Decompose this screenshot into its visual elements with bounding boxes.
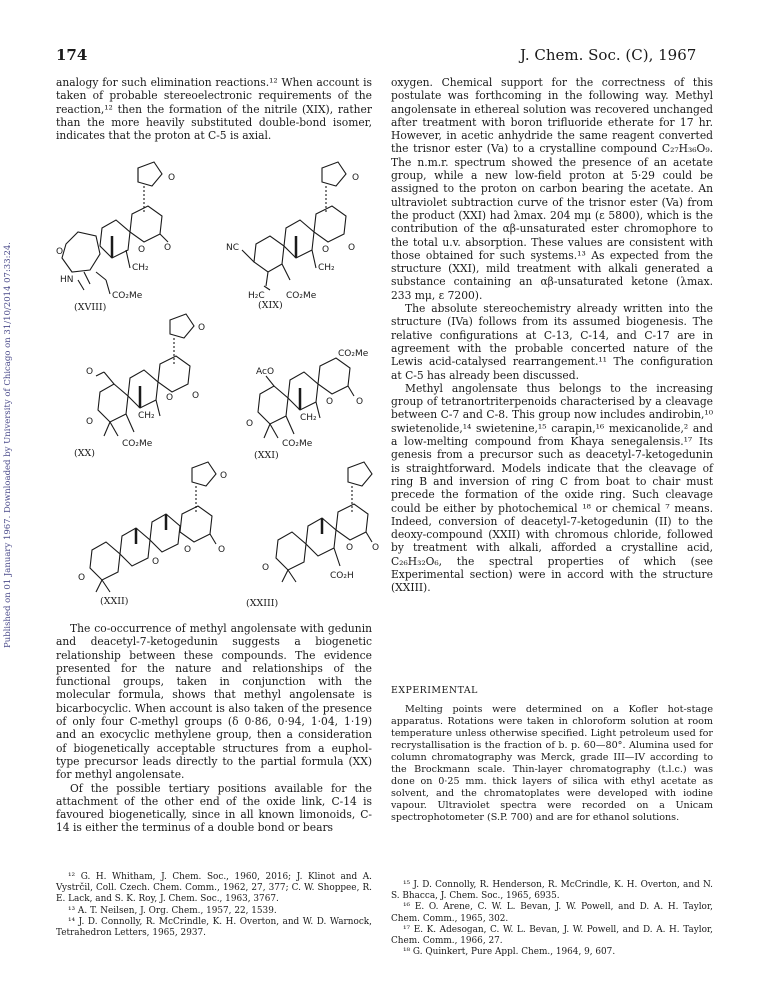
paragraph: Of the possible tertiary positions available for the attachment of the other end of the oxide link, C-14 is favoured biogenetically, since in all known limonoids, C-14 is either the terminus of a double bond or bears (56, 781, 372, 835)
experimental-section (391, 685, 713, 824)
right-discussion (391, 76, 713, 595)
atom-ch2: CH₂ (300, 413, 317, 423)
atom-o: O (86, 417, 94, 427)
section-heading: EXPERIMENTAL (391, 685, 478, 696)
atom-o: O (220, 471, 228, 481)
footnote-14: ¹⁴ J. D. Connolly, R. McCrindle, K. H. Overton, and W. D. Warnock, Tetrahedron Letters, 1965, 2937. (56, 916, 372, 939)
atom-o: O (168, 173, 176, 183)
atom-o: O (322, 245, 330, 255)
atom-o: O (356, 397, 364, 407)
paragraph: The co-occurrence of methyl angolensate with gedunin and deacetyl-7-ketogedunin suggests a biogenetic relationship between these compounds. The evidence presented for the nature and relationships of the functional groups, taken in conjunction with the molecular formula, shows that methyl angolensate is bicarbocyclic. When account is also taken of the presence of only four C-methyl groups (δ 0·86, 0·94, 1·04, 1·19) and an exocyclic methylene group, then a consideration of biogenetically acceptable structures from a euphol-type precursor leads directly to the partial formula (XX) for methyl angolensate. (56, 622, 372, 782)
atom-o: O (346, 543, 354, 553)
atom-o: O (352, 173, 360, 183)
atom-hn: HN (60, 275, 74, 285)
atom-ch2: CH₂ (318, 263, 335, 273)
atom-o: O (218, 545, 226, 555)
structure-xxii (90, 462, 216, 592)
atom-h2c: H₂C (248, 291, 265, 301)
running-head: J. Chem. Soc. (C), 1967 (520, 46, 697, 64)
atom-o: O (152, 557, 160, 567)
footnote-12: ¹² G. H. Whitham, J. Chem. Soc., 1960, 2016; J. Klinot and A. Vystrčil, Coll. Czech. Chem. Comm., 1962, 27, 377; C. W. Shoppee, R. E. Lack, and S. K. Roy, J. Chem. Soc., 1963, 3767. (56, 872, 372, 905)
atom-o: O (184, 545, 192, 555)
label-xxi: (XXI) (254, 450, 279, 461)
atom-co2me: CO₂Me (338, 349, 369, 359)
paragraph: Melting points were determined on a Kofler hot-stage apparatus. Rotations were taken in chloroform solution at room temperature unless otherwise specified. Light petroleum used for recrystallisation is the fraction of b. p. 60—80°. Alumina used for column chromatography was Merck, grade III—IV according to the Brockmann scale. Thin-layer chromatography (t.l.c.) was done on 0·25 mm. thick layers of silica with ethyl acetate as solvent, and the chromatoplates were developed with iodine vapour. Ultraviolet spectra were recorded on a Unicam spectrophotometer (S.P. 700) and are for ethanol solutions. (391, 704, 713, 823)
left-intro (56, 76, 372, 142)
label-xxii: (XXII) (100, 596, 129, 607)
footnote-18: ¹⁸ G. Quinkert, Pure Appl. Chem., 1964, 9, 607. (403, 947, 616, 958)
atom-ch2: CH₂ (132, 263, 149, 273)
atom-co2me: CO₂Me (122, 439, 153, 449)
atom-o: O (198, 323, 206, 333)
atom-o: O (86, 367, 94, 377)
atom-co2me: CO₂Me (112, 291, 143, 301)
paragraph: Methyl angolensate thus belongs to the increasing group of tetranortriterpenoids characterised by a cleavage between C-7 and C-8. This group now includes andirobin,¹⁰ swietenolide,¹⁴ swietenine,¹⁵ carapin,¹⁶ mexicanolide,² and a low-melting compound from Khaya senegalensis.¹⁷ Its genesis from a precursor such as deacetyl-7-ketogedunin is straightforward. Models indicate that the cleavage of ring B and inversion of ring C from boat to chair must precede the formation of the oxide ring. Such cleavage could be either by photochemical ¹⁸ or chemical ⁷ means. Indeed, conversion of deacetyl-7-ketogedunin (II) to the deoxy-compound (XXII) with chromous chloride, followed by treatment with alkali, afforded a crystalline acid, C₂₆H₃₂O₆, the spectral properties of which (see Experimental section) were in accord with the structure (XXIII). (391, 381, 713, 595)
structure-figures (56, 150, 378, 620)
paragraph: The absolute stereochemistry already written into the structure (IVa) follows from its assumed biogenesis. The relative configurations at C-13, C-14, and C-17 are in agreement with the probable concerted nature of the Lewis acid-catalysed rearrangement.¹¹ The configuration at C-5 has already been discussed. (391, 302, 713, 382)
atom-o: O (372, 543, 380, 553)
atom-co2h: CO₂H (330, 571, 354, 581)
download-notice[interactable]: Published on 01 January 1967. Downloaded by University of Chicago on 31/10/2014 07:33:24. (3, 242, 13, 648)
footnote-16: ¹⁶ E. O. Arene, C. W. L. Bevan, J. W. Powell, and D. A. H. Taylor, Chem. Comm., 1965, 302. (391, 902, 713, 924)
left-discussion (56, 622, 372, 835)
atom-co2me: CO₂Me (286, 291, 317, 301)
atom-o: O (166, 393, 174, 403)
structure-xxiii (276, 462, 372, 582)
label-xix: (XIX) (258, 300, 283, 311)
atom-o: O (246, 419, 254, 429)
footnotes-right (391, 880, 713, 958)
atom-o: O (192, 391, 200, 401)
footnote-15: ¹⁵ J. D. Connolly, R. Henderson, R. McCrindle, K. H. Overton, and N. S. Bhacca, J. Chem. Soc., 1965, 6935. (391, 880, 713, 902)
paragraph: oxygen. Chemical support for the correctness of this postulate was forthcoming in the following way. Methyl angolensate in ethereal solution was recovered unchanged after treatment with boron trifluoride etherate for 17 hr. However, in acetic anhydride the same reagent converted the trisnor ester (Va) to a crystalline compound C₂₇H₃₆O₉. The n.m.r. spectrum showed the presence of an acetate group, while a new low-field proton at 5·29 could be assigned to the proton on carbon bearing the acetate. An ultraviolet subtraction curve of the trisnor ester (Va) from the product (XXI) had λmax. 204 mμ (ε 5800), which is the contribution of the αβ-unsaturated ester chromophore to the total u.v. absorption. These values are consistent with those obtained for such systems.¹³ As expected from the structure (XXI), mild treatment with alkali generated a substance containing an αβ-unsaturated ketone (λmax. 233 mμ, ε 7200). (391, 76, 713, 302)
atom-ch2: CH₂ (138, 411, 155, 421)
atom-o: O (78, 573, 86, 583)
atom-o: O (164, 243, 172, 253)
label-xviii: (XVIII) (74, 302, 107, 313)
page-number: 174 (56, 46, 88, 64)
footnote-13: ¹³ A. T. Neilsen, J. Org. Chem., 1957, 22, 1539. (68, 905, 277, 916)
label-xx: (XX) (74, 448, 95, 459)
atom-aco: AcO (256, 367, 275, 377)
atom-o: O (56, 247, 64, 257)
atom-o: O (262, 563, 270, 573)
label-xxiii: (XXIII) (246, 598, 279, 609)
footnote-17: ¹⁷ E. K. Adesogan, C. W. L. Bevan, J. W. Powell, and D. A. H. Taylor, Chem. Comm., 1966, 27. (391, 924, 713, 947)
atom-o: O (138, 245, 146, 255)
footnotes-left (56, 872, 372, 939)
atom-co2me: CO₂Me (282, 439, 313, 449)
atom-o: O (326, 397, 334, 407)
structure-xviii (62, 162, 168, 294)
atom-o: O (348, 243, 356, 253)
atom-nc: NC (226, 243, 240, 253)
paragraph: analogy for such elimination reactions.¹² When account is taken of probable stereoelectronic requirements of the reaction,¹² then the formation of the nitrile (XIX), rather than the more heavily substituted double-bond isomer, indicates that the proton at C-5 is axial. (56, 76, 372, 143)
